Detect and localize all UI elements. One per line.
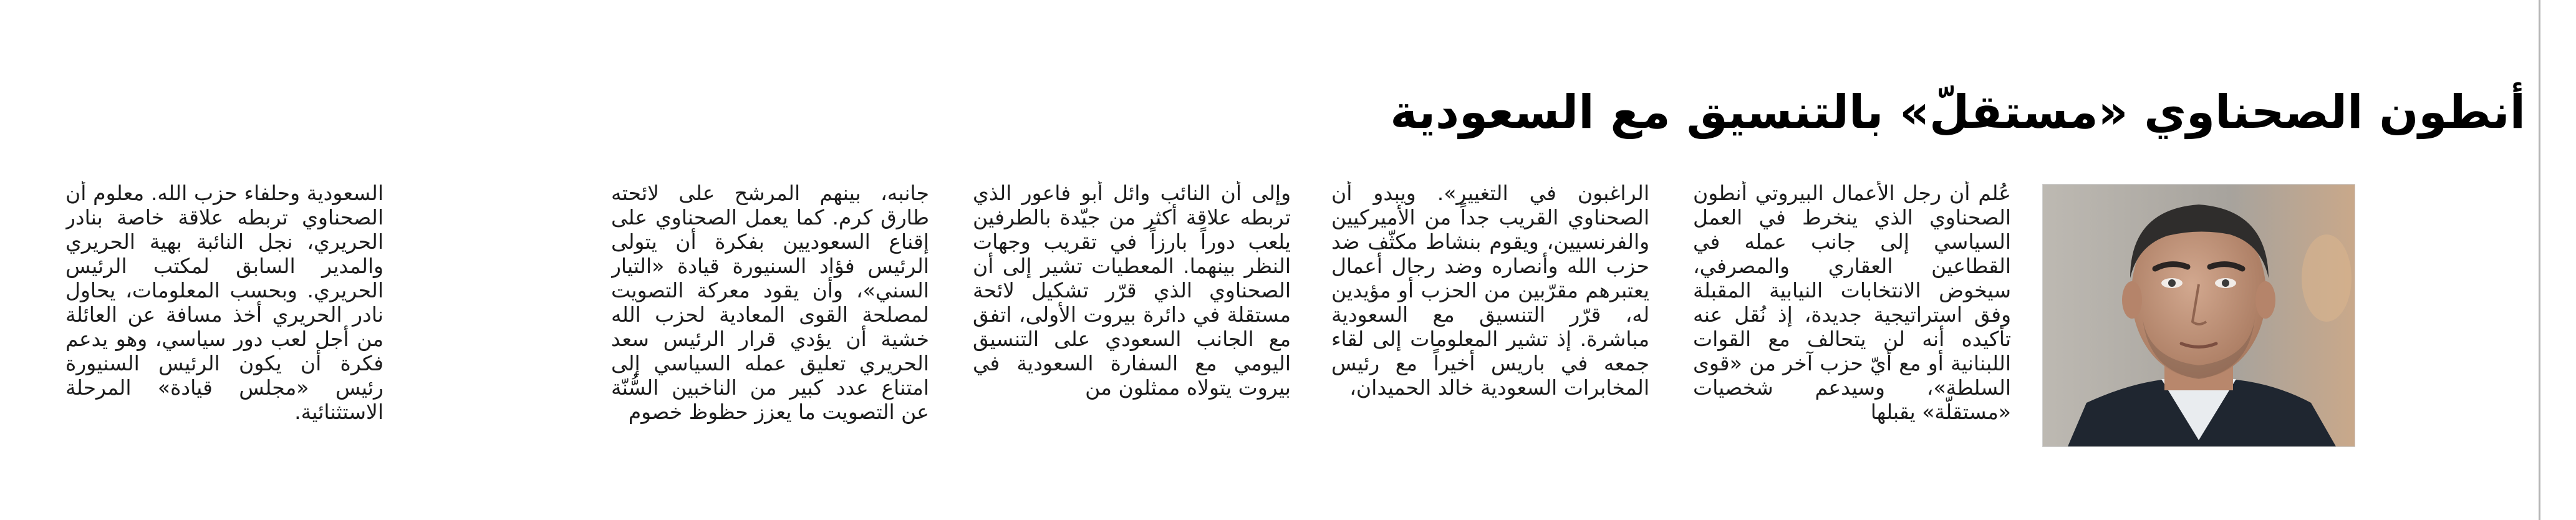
- column-2-text: الراغبون في التغيير». ويبدو أن الصحناوي القريب جداً من الأميركيين والفرنسيين، ويقوم بنشاط مكثّف ضد حزب الله وأنصاره وضد رجال أعمال يعتبرهم مقرّبين من الحزب أو مؤيدين له، قرّر التنسيق مع السعودية مباشرة. إذ تشير المعلومات إلى لقاء جمعه في باريس أخيراً مع رئيس المخابرات السعودية خالد الحميدان،: [1331, 181, 1649, 400]
- article-column-3: [973, 181, 1291, 474]
- column-5-text: السعودية وحلفاء حزب الله. معلوم أن الصحناوي تربطه علاقة خاصة بنادر الحريري، نجل النائبة بهية الحريري والمدير السابق لمكتب الرئيس الحريري. وبحسب المعلومات، يحاول نادر الحريري أخذ مسافة عن العائلة من أجل لعب دور سياسي، وهو يدعم فكرة أن يكون الرئيس السنيورة رئيس «مجلس قيادة» المرحلة الاستثنائية.: [65, 181, 384, 424]
- article-column-2: [1331, 181, 1649, 474]
- column-4-text: جانبه، بينهم المرشح على لائحته طارق كرم. كما يعمل الصحناوي على إقناع السعوديين بفكرة أن يتولى الرئيس فؤاد السنيورة قيادة «التيار السني»، وأن يقود معركة التصويت لمصلحة القوى المعادية لحزب الله خشية أن يؤدي قرار الرئيس سعد الحريري تعليق عمله السياسي إلى امتناع عدد كبير من الناخبين السُّنّة عن التصويت ما يعزز حظوظ خصوم: [611, 181, 929, 424]
- column-rule: [2539, 0, 2540, 520]
- article-column-5: [65, 181, 384, 474]
- portrait-image: [2043, 185, 2355, 446]
- article-column-1: [1693, 181, 2011, 474]
- headline: أنطون الصحناوي «مستقلّ» بالتنسيق مع السعودية: [1390, 85, 2525, 139]
- column-3-text: وإلى أن النائب وائل أبو فاعور الذي تربطه علاقة أكثر من جيّدة بالطرفين يلعب دوراً بارزاً في تقريب وجهات النظر بينهما. المعطيات تشير إلى أن الصحناوي الذي قرّر تشكيل لائحة مستقلة في دائرة بيروت الأولى، اتفق مع الجانب السعودي على التنسيق اليومي مع السفارة السعودية في بيروت يتولاه ممثلون من: [973, 181, 1291, 400]
- column-1-text: عُلم أن رجل الأعمال البيروتي أنطون الصحناوي الذي ينخرط في العمل السياسي إلى جانب عمله في القطاعين العقاري والمصرفي، سيخوض الانتخابات النيابية المقبلة وفق استراتيجية جديدة، إذ نُقل عنه تأكيده أنه لن يتحالف مع القوات اللبنانية أو مع أيّ حزب آخر من «قوى السلطة»، وسيدعم شخصيات «مستقلّة» يقبلها: [1693, 181, 2011, 424]
- portrait-photo: [2042, 184, 2355, 447]
- article-column-4: [611, 181, 929, 474]
